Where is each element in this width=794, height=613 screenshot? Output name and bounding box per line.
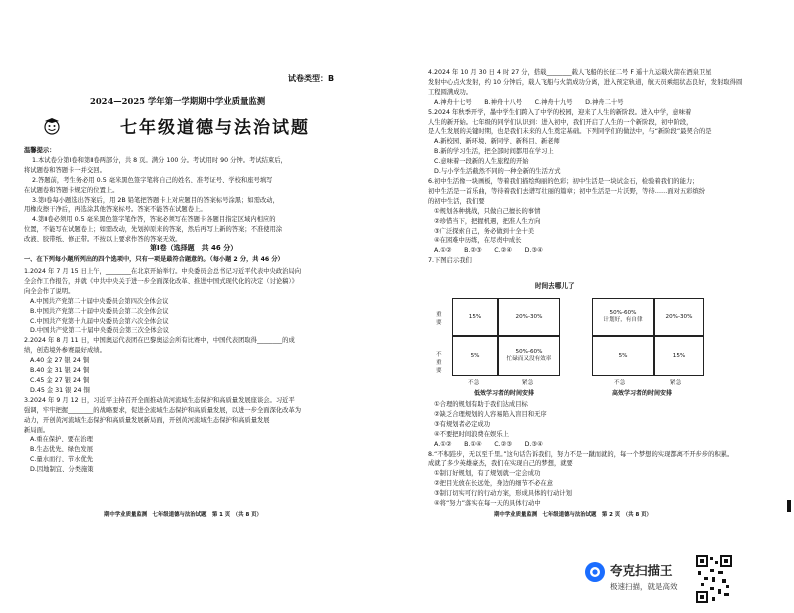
question-line: 8.“不积跬步，无以至千里。”这句话告诉我们，努力不是一蹴而就的，每一个梦想的实现都离不开步步的积累。 [428, 450, 734, 458]
figure-title: 时间去哪儿了 [535, 282, 575, 290]
subject-title: 七年级道德与法治试题 [120, 118, 310, 138]
question-line: 2.2024 年 8 月 11 日，中国奥运代表团在巴黎奥运会所有比赛中，中国代表团取得________的成 [24, 337, 295, 345]
high-efficiency-grid [578, 294, 728, 388]
notice-line: 改液、胶带纸、修正带。不按以上要求作答的答案无效。 [24, 236, 182, 244]
question-line: 成就了多少英雄豪杰，我们在实现自己的梦想，就要 [428, 460, 573, 468]
question-line: 向全会作了说明。 [24, 287, 75, 295]
question-line: 动力，开创黄河流域生态保护和高质量发展新局面，开创黄河流域生态保护和高质量发展 [24, 416, 270, 424]
option-line: A.中国共产党第二十届中央委员会第四次全体会议 [30, 297, 169, 305]
question-line: 3.2024 年 9 月 12 日，习近平主持召开全面推动黄河流域生态保护和高质量发展座谈会。习近平 [24, 396, 295, 404]
grid-cell: 50%-60% 忙碌而又没有效率 [498, 336, 560, 376]
question-line: 人生的新开始。七年级的同学们认识到：进入初中，我们开启了人生的一个新阶段，初中阶段， [428, 118, 693, 126]
grid-cell: 50%-60% 计划好，有自律 [592, 298, 654, 336]
option-line: ③有规划者必定成功 [434, 420, 491, 428]
question-line: 绩，创造境外参赛最好成绩。 [24, 347, 106, 355]
option-line: A.神舟十七号 B.神舟十八号 C.神舟十九号 D.神舟二十号 [434, 98, 624, 106]
question-line: 1.2024 年 7 月 15 日上午，________在北京开始举行。中央委员会总书记习近平代表中央政治局向 [24, 268, 302, 275]
option-line: ②把目光放在长远处，身边的细节不必在意 [434, 480, 553, 488]
left-grid-caption: 低效学习者的时间安排 [474, 390, 535, 397]
option-line: ④将“努力”落实在每一天的具体行动中 [434, 500, 541, 508]
notice-line: 1.本试卷分第Ⅰ卷和第Ⅱ卷两部分，共 8 页。满分 100 分。考试用时 90 分钟。考试结束后， [32, 156, 287, 164]
question-line: 工程圆满成功。 [428, 88, 473, 96]
option-line: ③制订切实可行的行动方案，形成具体的行动计划 [434, 490, 572, 498]
brand-name: 夸克扫描王 [610, 563, 673, 578]
quark-logo-icon [584, 561, 606, 583]
question-line: 发射中心点火发射，约 10 分钟后，载人飞船与火箭成功分离，进入预定轨道，航天员乘组状态良好，发射取得圆 [428, 78, 743, 86]
paper-type: 试卷类型：B [288, 74, 335, 83]
scanner-watermark [584, 555, 734, 605]
question-line: 6.初中生活像一块画板，等着我们描绘绚丽的色彩；初中生活是一块试金石，检验着我们的能力； [428, 177, 699, 185]
grid-cell: 20%-30% [654, 298, 704, 336]
option-line: C.中国共产党第十九届中央委员会第六次全体会议 [30, 317, 169, 325]
option-line: D.45 金 31 银 24 铜 [30, 386, 90, 394]
option-line: ④在困难中历练，在尽责中成长 [434, 237, 522, 245]
notice-line: 用橡皮擦干净后，再选涂其他答案标号。答案不能答在试题卷上。 [24, 206, 207, 214]
option-line: B.新的学习生活，把全部时间都用在学习上 [434, 148, 554, 156]
question-line: 强调，牢牢把握________的战略要求，促进全流域生态保护和高质量发展，以进一步全面深化改革为 [24, 406, 302, 414]
section-instruction: 一、在下列每小题所列出的四个选项中，只有一项是最符合题意的。（每小题 2 分，共 46 分） [24, 256, 284, 263]
option-line: B.中国共产党第二十届中央委员会第二次全体会议 [30, 307, 169, 315]
option-line: ①合理的规划有助于我们达成目标 [434, 401, 528, 408]
page-footer-left: 期中学业质量监测 七年级道德与法治试题 第 1 页 （共 8 页） [104, 512, 262, 518]
notice-block [24, 146, 384, 245]
notice-line: 将试题卷和答题卡一并交回。 [24, 166, 106, 174]
option-line: A.40 金 27 银 24 铜 [30, 357, 90, 365]
brand-slogan: 极速扫描，就是高效 [610, 582, 678, 591]
question-line: 5.2024 年秋季开学，墨中学生们跨入了中学的校园，迎来了人生的新阶段。进入中学，意味着 [428, 108, 692, 116]
notice-line: 在试题卷和答题卡规定的位置上。 [24, 186, 119, 194]
grid-cell: 20%-30% [498, 298, 560, 336]
row-label: 重要 [436, 312, 442, 326]
option-line: D.与小学生活截然不同的一种全新的生活方式 [434, 168, 561, 176]
grid-cell: 5% [592, 336, 654, 376]
question-line: 7.下图启示我们 [428, 257, 472, 265]
left-question-list [24, 267, 384, 475]
option-line: ③广泛探索自己，务必做到十全十美 [434, 227, 535, 235]
smiley-logo-icon [42, 117, 62, 135]
right-question-list-top [428, 68, 780, 266]
qr-code-icon [696, 555, 732, 603]
col-label: 紧急 [522, 380, 534, 386]
option-line: C.量水而行、节水优先 [30, 456, 94, 464]
option-line: C.45 金 27 银 24 铜 [30, 376, 90, 384]
option-line: B.生态优先、绿色发展 [30, 446, 93, 454]
scan-edge-mark [787, 500, 791, 512]
option-line: D.中国共产党第二十届中央委员会第三次全体会议 [30, 327, 170, 335]
question-line: 的初中生活，我们要 [428, 197, 485, 205]
option-line: A.新校园、新环境、新同学、新科目、新老师 [434, 138, 560, 146]
grid-cell: 15% [452, 298, 498, 336]
notice-line: 3.第Ⅰ卷每小题选出答案后，用 2B 铅笔把答题卡上对应题目的答案标号涂黑；如需改动， [32, 196, 279, 204]
right-grid-caption: 高效学习者的时间安排 [612, 390, 673, 397]
question-line: 全会作工作报告，并就《中共中央关于进一步全面深化改革、推进中国式现代化的决定（讨论稿）》 [24, 277, 298, 285]
question-line: 新局面。 [24, 426, 50, 434]
notice-line: 4.第Ⅱ卷必须用 0.5 毫米黑色签字笔作答，答案必须写在答题卡各题目指定区域内相应的 [32, 216, 276, 224]
option-line: B.40 金 31 银 24 铜 [30, 367, 90, 375]
option-line: A.重在保护、要在治理 [30, 436, 93, 444]
question-line: 初中生活是一首乐曲，等待着我们去谱写壮丽的篇章；初中生活是一片沃野，等待……面对五彩缤纷 [428, 187, 706, 195]
col-label: 紧急 [670, 380, 682, 386]
right-question-list-bottom [428, 400, 780, 509]
notice-line: 位置，不能写在试题卷上；如需改动，先划掉原来的答案，然后再写上新的答案；不准使用涂 [24, 226, 283, 234]
option-line: A.①② B.①④ C.②③ D.③④ [434, 440, 543, 448]
grid-cell: 5% [452, 336, 498, 376]
option-line: A.①② B.②③ C.②④ D.③④ [434, 247, 543, 255]
row-label: 不重要 [436, 352, 442, 374]
option-line: ④不要把时间浪费在娱乐上 [434, 430, 509, 438]
question-line: 是人生发展的关键时期，也是我们未来的人生奠定基础。下列同学们的做法中，与“新阶段”最契合的是 [428, 128, 712, 136]
option-line: ①规划各种挑战，只做自己擅长的事情 [434, 207, 541, 215]
question-line: 4.2024 年 10 月 30 日 4 时 27 分，搭载________载人飞船的长征二号 F 遥十九运载火箭在酒泉卫星 [428, 69, 712, 76]
option-line: ②缺乏合理规划的人容易陷入盲目和无序 [434, 410, 547, 418]
low-efficiency-grid [436, 294, 576, 388]
option-line: ①制订好规划，有了规划就一定会成功 [434, 470, 541, 478]
col-label: 不急 [614, 380, 626, 386]
grid-cell: 15% [654, 336, 704, 376]
section-title: 第Ⅰ卷（选择题 共 46 分） [150, 244, 238, 252]
option-line: D.因地制宜、分类施策 [30, 466, 94, 474]
term-title: 2024—2025 学年第一学期期中学业质量监测 [90, 96, 266, 106]
option-line: ②珍惜当下，把握机遇，把准人生方向 [434, 217, 541, 225]
page-footer-right: 期中学业质量监测 七年级道德与法治试题 第 2 页 （共 8 页） [494, 512, 652, 518]
col-label: 不急 [468, 380, 480, 386]
notice-heading: 温馨提示： [24, 147, 56, 154]
option-line: C.意味着一段新的人生旅程的开始 [434, 158, 529, 166]
notice-line: 2.答题前，考生务必用 0.5 毫米黑色签字笔将自己的姓名、准考证号、学校和座号填写 [32, 176, 273, 184]
